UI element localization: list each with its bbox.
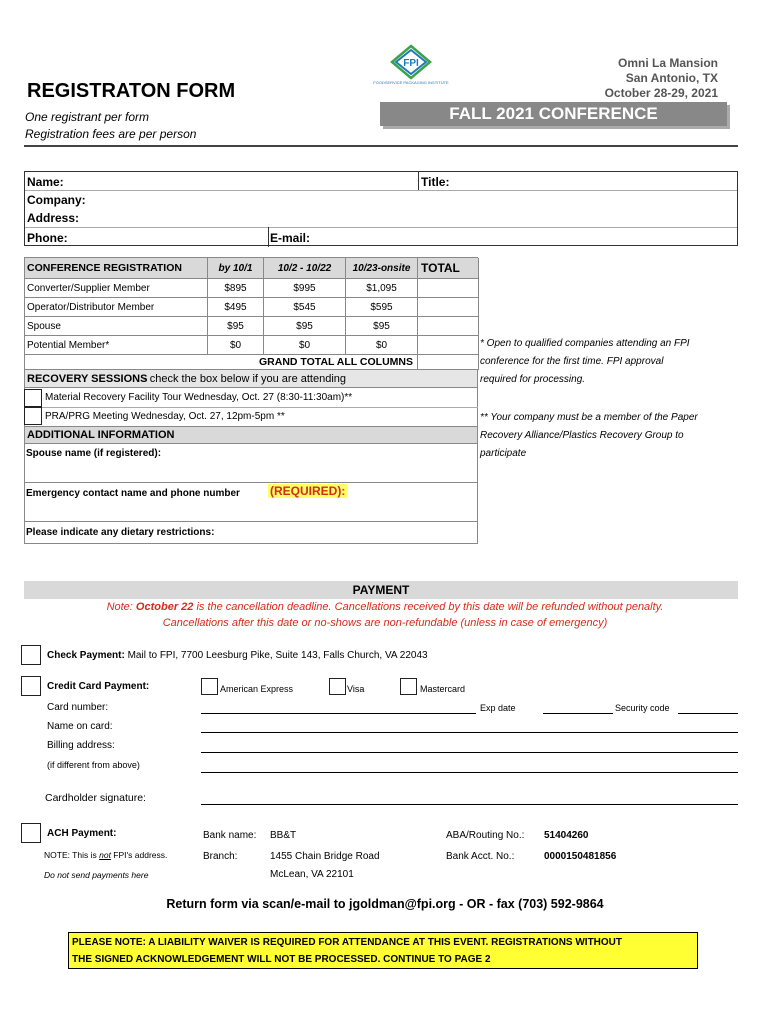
table-cell: $495 [208, 298, 264, 317]
branch-address-1: 1455 Chain Bridge Road [270, 851, 380, 862]
amex-checkbox[interactable] [201, 678, 218, 695]
table-cell: $545 [264, 298, 346, 317]
ach-note-a: NOTE: This is [44, 850, 100, 860]
routing-value: 51404260 [544, 830, 589, 841]
title-label: Title: [421, 175, 450, 189]
name-label: Name: [27, 175, 64, 189]
recovery-tour-label: Material Recovery Facility Tour Wednesday, Oct. 27 (8:30-11:30am)** [45, 392, 353, 403]
exp-date-line[interactable] [543, 713, 613, 714]
email-label: E-mail: [270, 231, 311, 245]
branch-address-2: McLean, VA 22101 [270, 869, 354, 880]
name-input[interactable] [69, 173, 414, 189]
credit-card-label: Credit Card Payment: [47, 681, 150, 692]
security-code-label: Security code [615, 703, 670, 713]
venue: Omni La Mansion [617, 56, 718, 70]
spouse-name-label: Spouse name (if registered): [26, 448, 162, 459]
payment-header [24, 581, 738, 599]
dietary-label: Please indicate any dietary restrictions: [26, 527, 215, 538]
do-not-send-note: Do not send payments here [44, 870, 149, 880]
ach-note-not: not [99, 850, 111, 860]
table-row-label: Potential Member* [25, 336, 208, 355]
table-header: 10/2 - 10/22 [264, 258, 346, 279]
side-note: Recovery Alliance/Plastics Recovery Group to [480, 430, 684, 441]
billing-address-label: Billing address: [47, 740, 115, 751]
table-cell: $95 [208, 317, 264, 336]
spouse-name-input[interactable] [26, 462, 476, 480]
table-header: 10/23-onsite [346, 258, 418, 279]
billing-address-line-2[interactable] [201, 772, 738, 773]
side-note: participate [480, 448, 527, 459]
card-number-line[interactable] [201, 713, 476, 714]
payment-title: PAYMENT [352, 583, 410, 597]
side-note: conference for the first time. FPI approval [480, 356, 664, 367]
billing-address-line[interactable] [201, 752, 738, 753]
waiver-line-1: PLEASE NOTE: A LIABILITY WAIVER IS REQUIRED FOR ATTENDANCE AT THIS EVENT. REGISTRATIONS WITHOUT [72, 937, 623, 948]
pra-meeting-label: PRA/PRG Meeting Wednesday, Oct. 27, 12pm-5pm ** [45, 411, 285, 422]
phone-label: Phone: [27, 231, 68, 245]
note-date: October 22 [135, 601, 194, 613]
routing-label: ABA/Routing No.: [446, 830, 525, 841]
note-fees-per-person: Registration fees are per person [25, 127, 197, 141]
note-prefix: Note: [106, 601, 136, 613]
ach-label: ACH Payment: [47, 828, 117, 839]
card-number-label: Card number: [47, 702, 109, 713]
table-cell: $0 [346, 336, 418, 355]
contact-section [24, 171, 738, 246]
visa-label: Visa [347, 684, 365, 694]
credit-card-checkbox[interactable] [21, 676, 41, 696]
table-header: CONFERENCE REGISTRATION [25, 258, 208, 279]
fpi-logo [373, 44, 449, 94]
table-cell: $1,095 [346, 279, 418, 298]
pra-meeting-checkbox[interactable] [24, 407, 42, 425]
total-cell[interactable] [418, 298, 479, 317]
city: San Antonio, TX [625, 71, 718, 85]
required-badge: (REQUIRED): [270, 484, 346, 498]
address-input[interactable] [83, 209, 735, 226]
fpi-logo-icon [376, 44, 446, 94]
table-cell: $95 [346, 317, 418, 336]
page-title: REGISTRATON FORM [27, 80, 236, 102]
table-cell: $0 [208, 336, 264, 355]
email-input[interactable] [317, 229, 735, 245]
ach-note-b: FPI's address. [110, 850, 168, 860]
recovery-subtitle: - check the box below if you are attending [143, 373, 347, 385]
mastercard-checkbox[interactable] [400, 678, 417, 695]
table-row-label: Converter/Supplier Member [25, 279, 208, 298]
note-rest: is the cancellation deadline. Cancellations received by this date will be refunded without penalty. [193, 601, 664, 613]
title-input[interactable] [455, 173, 735, 189]
recovery-sessions-header [24, 369, 478, 388]
registration-table [24, 257, 478, 369]
check-label: Check Payment: [47, 650, 125, 661]
table-header: by 10/1 [208, 258, 264, 279]
svg-text:FPI: FPI [403, 58, 419, 69]
table-cell: $0 [264, 336, 346, 355]
mastercard-label: Mastercard [420, 684, 466, 694]
total-cell[interactable] [418, 279, 479, 298]
waiver-line-2: THE SIGNED ACKNOWLEDGEMENT WILL NOT BE PROCESSED. CONTINUE TO PAGE 2 [72, 954, 491, 965]
check-payment-text [47, 650, 428, 661]
if-different-label: (if different from above) [47, 760, 140, 770]
name-on-card-label: Name on card: [47, 721, 113, 732]
phone-input[interactable] [75, 229, 265, 245]
name-on-card-line[interactable] [201, 732, 738, 733]
emergency-contact-input[interactable] [26, 502, 476, 520]
cardholder-signature-line[interactable] [201, 804, 738, 805]
company-label: Company: [27, 193, 86, 207]
banner-text: FALL 2021 CONFERENCE [449, 104, 658, 123]
liability-waiver-notice [68, 932, 698, 969]
grand-total-label: GRAND TOTAL ALL COLUMNS [25, 355, 418, 370]
recovery-tour-checkbox[interactable] [24, 389, 42, 407]
amex-label: American Express [220, 684, 294, 694]
bank-name-value: BB&T [270, 830, 297, 841]
table-row-label: Spouse [25, 317, 208, 336]
emergency-contact-label: Emergency contact name and phone number [26, 488, 240, 499]
dates: October 28-29, 2021 [604, 86, 718, 100]
dietary-input[interactable] [210, 523, 476, 541]
side-note: ** Your company must be a member of the Paper [480, 412, 698, 423]
security-code-line[interactable] [678, 713, 738, 714]
acct-label: Bank Acct. No.: [446, 851, 515, 862]
bank-name-label: Bank name: [203, 830, 257, 841]
exp-date-label: Exp date [480, 703, 516, 713]
check-payment-checkbox[interactable] [21, 645, 41, 665]
conference-banner [380, 102, 727, 126]
total-cell[interactable] [418, 336, 479, 355]
address-label: Address: [27, 211, 80, 225]
table-cell: $895 [208, 279, 264, 298]
side-note: * Open to qualified companies attending an FPI [480, 338, 690, 349]
cardholder-signature-label: Cardholder signature: [45, 792, 146, 804]
logo-subtext: FOODSERVICE PACKAGING INSTITUTE [373, 80, 449, 85]
ach-payment-checkbox[interactable] [21, 823, 41, 843]
header-divider [24, 145, 738, 147]
additional-info-header [24, 426, 478, 444]
branch-label: Branch: [203, 851, 238, 862]
check-address: Mail to FPI, 7700 Leesburg Pike, Suite 143, Falls Church, VA 22043 [124, 650, 428, 661]
table-header: TOTAL [418, 258, 479, 279]
return-instructions: Return form via scan/e-mail to jgoldman@fpi.org - OR - fax (703) 592-9864 [166, 897, 604, 911]
company-input[interactable] [87, 191, 735, 208]
grand-total-cell[interactable] [418, 355, 479, 370]
side-note: required for processing. [480, 374, 586, 385]
acct-value: 0000150481856 [544, 851, 617, 862]
table-row-label: Operator/Distributor Member [25, 298, 208, 317]
table-cell: $595 [346, 298, 418, 317]
total-cell[interactable] [418, 317, 479, 336]
note-one-registrant: One registrant per form [25, 110, 150, 124]
visa-checkbox[interactable] [329, 678, 346, 695]
cancellation-note [0, 601, 770, 613]
table-cell: $995 [264, 279, 346, 298]
recovery-title: RECOVERY SESSIONS [27, 373, 148, 385]
additional-info-title: ADDITIONAL INFORMATION [27, 429, 175, 441]
cancellation-note-2: Cancellations after this date or no-shows are non-refundable (unless in case of emergency) [162, 617, 608, 629]
ach-note [44, 850, 167, 860]
table-cell: $95 [264, 317, 346, 336]
